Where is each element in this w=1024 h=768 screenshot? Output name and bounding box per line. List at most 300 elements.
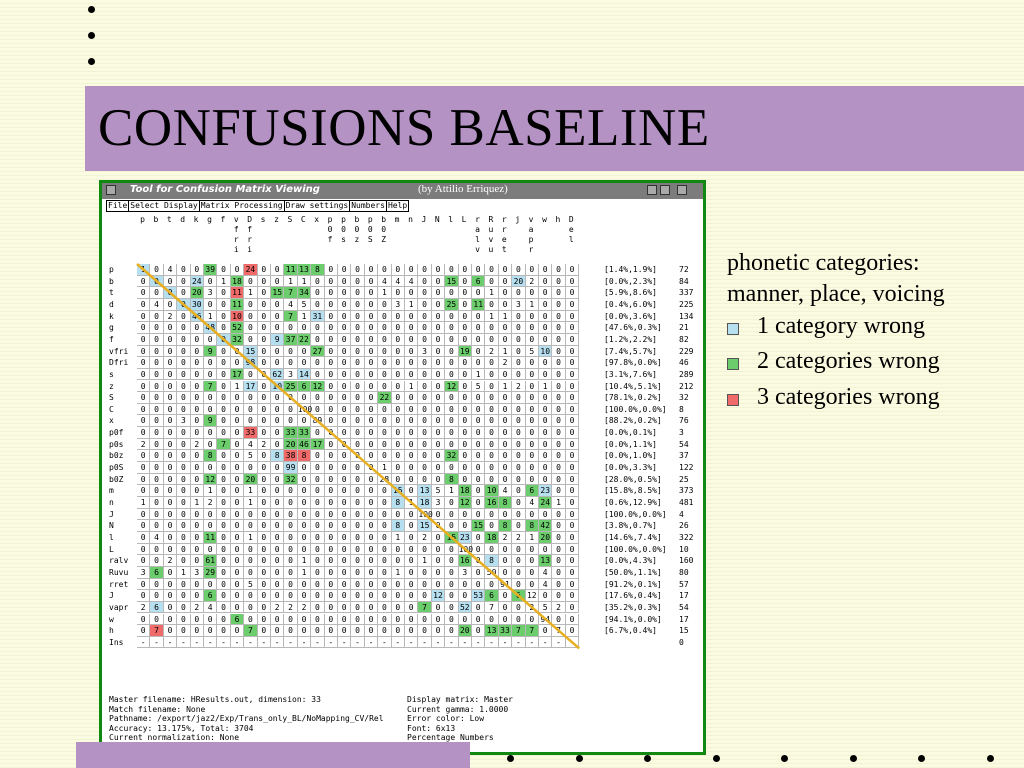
matrix-cell[interactable]: 0: [137, 357, 150, 369]
matrix-cell[interactable]: 0: [150, 346, 163, 358]
matrix-cell[interactable]: 0: [365, 544, 378, 556]
matrix-cell[interactable]: 0: [191, 520, 204, 532]
matrix-cell[interactable]: 0: [365, 450, 378, 462]
matrix-cell[interactable]: 4: [539, 567, 552, 579]
matrix-cell[interactable]: 0: [472, 602, 485, 614]
matrix-cell[interactable]: 0: [445, 590, 458, 602]
matrix-cell[interactable]: 6: [150, 567, 163, 579]
matrix-cell[interactable]: 0: [325, 404, 338, 416]
matrix-cell[interactable]: 7: [284, 311, 297, 323]
matrix-cell[interactable]: 22: [378, 392, 391, 404]
matrix-cell[interactable]: 0: [177, 311, 190, 323]
matrix-cell[interactable]: 0: [566, 381, 579, 393]
matrix-cell[interactable]: 0: [392, 509, 405, 521]
matrix-cell[interactable]: 0: [298, 346, 311, 358]
matrix-cell[interactable]: 0: [217, 532, 230, 544]
matrix-cell[interactable]: 0: [392, 415, 405, 427]
matrix-cell[interactable]: 0: [459, 287, 472, 299]
matrix-cell[interactable]: 0: [566, 311, 579, 323]
matrix-cell[interactable]: 0: [445, 579, 458, 591]
matrix-cell[interactable]: 0: [258, 485, 271, 497]
matrix-cell[interactable]: 0: [351, 625, 364, 637]
matrix-cell[interactable]: 0: [164, 509, 177, 521]
matrix-cell[interactable]: 0: [365, 567, 378, 579]
matrix-cell[interactable]: 0: [258, 614, 271, 626]
matrix-cell[interactable]: 0: [459, 381, 472, 393]
matrix-cell[interactable]: 0: [445, 415, 458, 427]
matrix-cell[interactable]: 0: [325, 555, 338, 567]
matrix-cell[interactable]: 0: [311, 544, 324, 556]
matrix-cell[interactable]: 0: [472, 625, 485, 637]
matrix-cell[interactable]: 0: [338, 357, 351, 369]
matrix-cell[interactable]: 0: [191, 264, 204, 276]
matrix-cell[interactable]: 0: [271, 625, 284, 637]
matrix-cell[interactable]: 0: [512, 392, 525, 404]
matrix-cell[interactable]: 0: [164, 276, 177, 288]
matrix-cell[interactable]: 0: [566, 369, 579, 381]
matrix-cell[interactable]: 0: [217, 264, 230, 276]
matrix-cell[interactable]: 0: [405, 334, 418, 346]
matrix-cell[interactable]: 0: [338, 322, 351, 334]
matrix-cell[interactable]: 1: [499, 381, 512, 393]
matrix-cell[interactable]: 10: [539, 346, 552, 358]
matrix-cell[interactable]: 0: [499, 299, 512, 311]
matrix-cell[interactable]: 0: [271, 276, 284, 288]
matrix-cell[interactable]: 2: [204, 497, 217, 509]
matrix-cell[interactable]: 0: [566, 497, 579, 509]
matrix-cell[interactable]: 0: [378, 381, 391, 393]
matrix-cell[interactable]: 0: [378, 532, 391, 544]
matrix-cell[interactable]: 0: [432, 555, 445, 567]
matrix-cell[interactable]: 0: [231, 625, 244, 637]
matrix-cell[interactable]: 0: [177, 322, 190, 334]
matrix-cell[interactable]: 8: [499, 520, 512, 532]
matrix-cell[interactable]: 0: [244, 299, 257, 311]
matrix-cell[interactable]: 0: [191, 450, 204, 462]
matrix-cell[interactable]: 0: [191, 614, 204, 626]
matrix-cell[interactable]: 0: [311, 625, 324, 637]
matrix-cell[interactable]: 0: [365, 264, 378, 276]
matrix-cell[interactable]: 0: [418, 567, 431, 579]
matrix-cell[interactable]: 0: [405, 555, 418, 567]
matrix-cell[interactable]: 0: [418, 579, 431, 591]
matrix-cell[interactable]: 0: [244, 590, 257, 602]
matrix-cell[interactable]: 0: [552, 509, 565, 521]
matrix-cell[interactable]: 0: [378, 299, 391, 311]
matrix-cell[interactable]: 6: [485, 590, 498, 602]
matrix-cell[interactable]: 0: [485, 357, 498, 369]
matrix-cell[interactable]: 0: [137, 287, 150, 299]
matrix-cell[interactable]: 0: [378, 567, 391, 579]
matrix-cell[interactable]: 0: [552, 369, 565, 381]
matrix-cell[interactable]: 0: [204, 404, 217, 416]
matrix-cell[interactable]: 0: [177, 544, 190, 556]
matrix-cell[interactable]: 0: [512, 555, 525, 567]
matrix-cell[interactable]: 0: [485, 579, 498, 591]
matrix-cell[interactable]: 0: [338, 590, 351, 602]
matrix-cell[interactable]: 2: [258, 439, 271, 451]
matrix-cell[interactable]: 0: [566, 614, 579, 626]
matrix-cell[interactable]: 1: [378, 287, 391, 299]
matrix-cell[interactable]: 0: [137, 532, 150, 544]
matrix-cell[interactable]: 0: [539, 439, 552, 451]
matrix-cell[interactable]: 0: [445, 392, 458, 404]
matrix-cell[interactable]: 32: [231, 334, 244, 346]
matrix-cell[interactable]: 0: [258, 462, 271, 474]
matrix-cell[interactable]: 0: [459, 357, 472, 369]
matrix-cell[interactable]: 0: [405, 614, 418, 626]
matrix-cell[interactable]: 0: [499, 474, 512, 486]
matrix-cell[interactable]: 0: [418, 357, 431, 369]
matrix-cell[interactable]: 0: [526, 392, 539, 404]
matrix-cell[interactable]: 0: [298, 474, 311, 486]
matrix-cell[interactable]: 0: [311, 555, 324, 567]
matrix-cell[interactable]: 0: [405, 625, 418, 637]
matrix-cell[interactable]: 18: [459, 485, 472, 497]
matrix-cell[interactable]: 0: [445, 614, 458, 626]
matrix-cell[interactable]: 0: [311, 614, 324, 626]
matrix-cell[interactable]: 0: [217, 497, 230, 509]
matrix-cell[interactable]: 0: [164, 404, 177, 416]
matrix-cell[interactable]: 0: [137, 544, 150, 556]
matrix-cell[interactable]: 0: [150, 264, 163, 276]
matrix-cell[interactable]: 0: [150, 311, 163, 323]
matrix-cell[interactable]: 0: [311, 299, 324, 311]
matrix-cell[interactable]: 0: [137, 509, 150, 521]
matrix-cell[interactable]: 13: [298, 264, 311, 276]
matrix-cell[interactable]: 12: [432, 590, 445, 602]
matrix-cell[interactable]: 17: [244, 381, 257, 393]
matrix-cell[interactable]: 0: [164, 299, 177, 311]
matrix-cell[interactable]: 0: [418, 264, 431, 276]
matrix-cell[interactable]: 0: [258, 520, 271, 532]
matrix-cell[interactable]: 0: [164, 625, 177, 637]
matrix-cell[interactable]: 0: [365, 520, 378, 532]
matrix-cell[interactable]: 0: [432, 625, 445, 637]
matrix-cell[interactable]: 0: [432, 404, 445, 416]
matrix-cell[interactable]: 0: [204, 509, 217, 521]
matrix-cell[interactable]: 0: [325, 590, 338, 602]
matrix-cell[interactable]: 0: [164, 497, 177, 509]
matrix-cell[interactable]: 0: [392, 450, 405, 462]
matrix-cell[interactable]: 0: [258, 392, 271, 404]
matrix-cell[interactable]: 0: [526, 415, 539, 427]
matrix-cell[interactable]: 2: [164, 311, 177, 323]
matrix-cell[interactable]: 0: [378, 497, 391, 509]
matrix-cell[interactable]: 0: [164, 439, 177, 451]
matrix-cell[interactable]: 0: [231, 555, 244, 567]
matrix-cell[interactable]: 4: [378, 276, 391, 288]
matrix-cell[interactable]: 0: [418, 299, 431, 311]
matrix-cell[interactable]: 12: [459, 497, 472, 509]
matrix-cell[interactable]: 0: [204, 544, 217, 556]
matrix-cell[interactable]: 0: [459, 427, 472, 439]
matrix-cell[interactable]: 0: [378, 555, 391, 567]
matrix-cell[interactable]: 0: [539, 415, 552, 427]
matrix-cell[interactable]: 0: [338, 381, 351, 393]
matrix-cell[interactable]: 0: [432, 567, 445, 579]
matrix-cell[interactable]: 0: [258, 450, 271, 462]
matrix-cell[interactable]: 8: [499, 497, 512, 509]
matrix-cell[interactable]: 0: [418, 474, 431, 486]
matrix-cell[interactable]: 0: [552, 427, 565, 439]
matrix-cell[interactable]: 0: [284, 404, 297, 416]
matrix-cell[interactable]: 0: [137, 415, 150, 427]
matrix-cell[interactable]: 5: [244, 450, 257, 462]
matrix-cell[interactable]: 0: [338, 264, 351, 276]
matrix-cell[interactable]: 0: [566, 485, 579, 497]
matrix-cell[interactable]: 0: [325, 579, 338, 591]
matrix-cell[interactable]: 0: [231, 474, 244, 486]
matrix-cell[interactable]: 0: [191, 532, 204, 544]
matrix-cell[interactable]: 0: [485, 264, 498, 276]
matrix-cell[interactable]: 0: [459, 509, 472, 521]
menu-draw-settings[interactable]: Draw settings: [284, 200, 351, 212]
matrix-cell[interactable]: 0: [485, 276, 498, 288]
matrix-cell[interactable]: 0: [325, 415, 338, 427]
matrix-cell[interactable]: 0: [499, 614, 512, 626]
matrix-cell[interactable]: 0: [231, 415, 244, 427]
matrix-cell[interactable]: 0: [231, 462, 244, 474]
matrix-cell[interactable]: 0: [204, 520, 217, 532]
matrix-cell[interactable]: 20: [244, 474, 257, 486]
matrix-cell[interactable]: 0: [325, 474, 338, 486]
matrix-cell[interactable]: 0: [351, 462, 364, 474]
matrix-cell[interactable]: 46: [298, 439, 311, 451]
matrix-cell[interactable]: 0: [258, 334, 271, 346]
matrix-cell[interactable]: 0: [338, 311, 351, 323]
matrix-cell[interactable]: 0: [392, 311, 405, 323]
matrix-cell[interactable]: -: [351, 637, 364, 649]
matrix-cell[interactable]: 0: [552, 334, 565, 346]
matrix-cell[interactable]: 0: [177, 625, 190, 637]
matrix-cell[interactable]: -: [338, 637, 351, 649]
matrix-cell[interactable]: 0: [378, 415, 391, 427]
matrix-cell[interactable]: 2: [191, 439, 204, 451]
matrix-cell[interactable]: 0: [164, 520, 177, 532]
matrix-cell[interactable]: 0: [217, 415, 230, 427]
matrix-cell[interactable]: 0: [258, 602, 271, 614]
matrix-cell[interactable]: 0: [258, 311, 271, 323]
matrix-cell[interactable]: 0: [472, 357, 485, 369]
matrix-cell[interactable]: 3: [284, 369, 297, 381]
matrix-cell[interactable]: 0: [459, 450, 472, 462]
matrix-cell[interactable]: 13: [418, 485, 431, 497]
matrix-cell[interactable]: 0: [566, 474, 579, 486]
matrix-cell[interactable]: -: [378, 637, 391, 649]
matrix-cell[interactable]: 0: [325, 509, 338, 521]
matrix-cell[interactable]: 0: [298, 590, 311, 602]
matrix-cell[interactable]: 0: [512, 427, 525, 439]
matrix-cell[interactable]: 0: [298, 614, 311, 626]
matrix-cell[interactable]: 0: [499, 415, 512, 427]
matrix-cell[interactable]: 1: [298, 567, 311, 579]
matrix-cell[interactable]: 0: [405, 264, 418, 276]
matrix-cell[interactable]: 0: [512, 287, 525, 299]
matrix-cell[interactable]: 0: [177, 264, 190, 276]
matrix-cell[interactable]: 0: [351, 485, 364, 497]
matrix-cell[interactable]: 0: [311, 520, 324, 532]
matrix-cell[interactable]: 8: [485, 555, 498, 567]
matrix-cell[interactable]: 8: [445, 474, 458, 486]
matrix-cell[interactable]: 0: [244, 602, 257, 614]
matrix-cell[interactable]: 0: [231, 450, 244, 462]
matrix-cell[interactable]: 1: [405, 381, 418, 393]
matrix-cell[interactable]: 0: [164, 392, 177, 404]
matrix-cell[interactable]: 1: [244, 497, 257, 509]
matrix-cell[interactable]: 0: [338, 346, 351, 358]
matrix-cell[interactable]: 0: [338, 427, 351, 439]
matrix-cell[interactable]: 0: [217, 404, 230, 416]
matrix-cell[interactable]: 0: [150, 439, 163, 451]
matrix-cell[interactable]: 62: [271, 369, 284, 381]
matrix-cell[interactable]: 0: [164, 614, 177, 626]
matrix-cell[interactable]: 0: [392, 392, 405, 404]
matrix-cell[interactable]: 0: [284, 590, 297, 602]
window-menu-button[interactable]: [106, 185, 116, 195]
matrix-cell[interactable]: 0: [351, 311, 364, 323]
matrix-cell[interactable]: -: [150, 637, 163, 649]
matrix-cell[interactable]: 24: [539, 497, 552, 509]
matrix-cell[interactable]: 8: [204, 450, 217, 462]
matrix-cell[interactable]: 0: [164, 369, 177, 381]
matrix-cell[interactable]: 0: [351, 544, 364, 556]
matrix-cell[interactable]: 24: [191, 276, 204, 288]
matrix-cell[interactable]: 0: [311, 497, 324, 509]
matrix-cell[interactable]: 3: [418, 346, 431, 358]
matrix-cell[interactable]: 0: [566, 415, 579, 427]
matrix-cell[interactable]: 0: [378, 544, 391, 556]
matrix-cell[interactable]: 0: [539, 474, 552, 486]
matrix-cell[interactable]: 15: [244, 346, 257, 358]
matrix-cell[interactable]: 3: [432, 497, 445, 509]
matrix-cell[interactable]: 0: [137, 427, 150, 439]
matrix-cell[interactable]: 0: [405, 509, 418, 521]
matrix-cell[interactable]: 0: [499, 567, 512, 579]
matrix-cell[interactable]: 0: [539, 544, 552, 556]
matrix-cell[interactable]: 0: [351, 579, 364, 591]
matrix-cell[interactable]: 1: [392, 532, 405, 544]
matrix-cell[interactable]: 0: [231, 509, 244, 521]
matrix-cell[interactable]: 0: [392, 369, 405, 381]
matrix-cell[interactable]: 0: [526, 544, 539, 556]
matrix-cell[interactable]: 0: [566, 427, 579, 439]
matrix-cell[interactable]: 0: [217, 625, 230, 637]
matrix-cell[interactable]: 0: [150, 357, 163, 369]
matrix-cell[interactable]: 0: [485, 369, 498, 381]
matrix-cell[interactable]: 0: [231, 579, 244, 591]
matrix-cell[interactable]: 0: [392, 474, 405, 486]
matrix-cell[interactable]: 1: [526, 532, 539, 544]
matrix-cell[interactable]: 0: [445, 462, 458, 474]
matrix-cell[interactable]: 0: [258, 404, 271, 416]
matrix-cell[interactable]: 0: [459, 415, 472, 427]
matrix-cell[interactable]: 2: [137, 602, 150, 614]
matrix-cell[interactable]: 15: [271, 287, 284, 299]
matrix-cell[interactable]: 0: [217, 579, 230, 591]
matrix-cell[interactable]: 0: [405, 567, 418, 579]
matrix-cell[interactable]: 2: [526, 276, 539, 288]
matrix-cell[interactable]: 0: [284, 485, 297, 497]
matrix-cell[interactable]: 0: [164, 381, 177, 393]
matrix-cell[interactable]: 0: [177, 485, 190, 497]
matrix-cell[interactable]: 0: [552, 474, 565, 486]
matrix-cell[interactable]: 0: [338, 579, 351, 591]
matrix-cell[interactable]: 0: [512, 264, 525, 276]
matrix-cell[interactable]: 0: [204, 439, 217, 451]
matrix-cell[interactable]: 0: [405, 439, 418, 451]
matrix-cell[interactable]: 0: [244, 276, 257, 288]
matrix-cell[interactable]: 0: [472, 450, 485, 462]
matrix-cell[interactable]: 0: [512, 462, 525, 474]
matrix-cell[interactable]: 5: [526, 346, 539, 358]
matrix-cell[interactable]: 0: [566, 276, 579, 288]
matrix-cell[interactable]: 16: [459, 555, 472, 567]
matrix-cell[interactable]: 6: [231, 614, 244, 626]
matrix-cell[interactable]: 0: [512, 614, 525, 626]
matrix-cell[interactable]: 0: [378, 346, 391, 358]
matrix-cell[interactable]: 0: [472, 439, 485, 451]
matrix-cell[interactable]: 0: [284, 579, 297, 591]
matrix-cell[interactable]: 0: [432, 474, 445, 486]
matrix-cell[interactable]: 0: [137, 392, 150, 404]
matrix-cell[interactable]: 0: [177, 614, 190, 626]
matrix-cell[interactable]: 0: [298, 415, 311, 427]
matrix-cell[interactable]: -: [459, 637, 472, 649]
matrix-cell[interactable]: 0: [217, 346, 230, 358]
matrix-cell[interactable]: 0: [191, 415, 204, 427]
matrix-cell[interactable]: 6: [526, 485, 539, 497]
matrix-cell[interactable]: 0: [365, 474, 378, 486]
matrix-cell[interactable]: 0: [445, 602, 458, 614]
matrix-cell[interactable]: 13: [539, 555, 552, 567]
matrix-cell[interactable]: 0: [526, 474, 539, 486]
matrix-cell[interactable]: 0: [137, 474, 150, 486]
matrix-cell[interactable]: 0: [445, 509, 458, 521]
matrix-cell[interactable]: 0: [150, 555, 163, 567]
matrix-cell[interactable]: 0: [432, 509, 445, 521]
matrix-cell[interactable]: 0: [351, 392, 364, 404]
matrix-cell[interactable]: 2: [271, 602, 284, 614]
matrix-cell[interactable]: 0: [351, 404, 364, 416]
matrix-cell[interactable]: 0: [566, 579, 579, 591]
matrix-cell[interactable]: 0: [445, 311, 458, 323]
matrix-cell[interactable]: 0: [392, 357, 405, 369]
matrix-cell[interactable]: 0: [405, 590, 418, 602]
matrix-cell[interactable]: 32: [284, 474, 297, 486]
matrix-cell[interactable]: 0: [325, 439, 338, 451]
matrix-cell[interactable]: 0: [137, 334, 150, 346]
matrix-cell[interactable]: 0: [338, 287, 351, 299]
matrix-cell[interactable]: 1: [298, 276, 311, 288]
matrix-cell[interactable]: 0: [552, 544, 565, 556]
matrix-cell[interactable]: 0: [217, 322, 230, 334]
matrix-cell[interactable]: 0: [432, 532, 445, 544]
matrix-cell[interactable]: 0: [539, 509, 552, 521]
matrix-cell[interactable]: 7: [512, 625, 525, 637]
matrix-cell[interactable]: 0: [526, 287, 539, 299]
matrix-cell[interactable]: 0: [365, 299, 378, 311]
matrix-cell[interactable]: 0: [418, 544, 431, 556]
matrix-cell[interactable]: 0: [137, 346, 150, 358]
matrix-cell[interactable]: 0: [405, 369, 418, 381]
matrix-cell[interactable]: 0: [566, 590, 579, 602]
matrix-cell[interactable]: 0: [325, 614, 338, 626]
matrix-cell[interactable]: 0: [164, 474, 177, 486]
matrix-cell[interactable]: 0: [217, 427, 230, 439]
matrix-cell[interactable]: 0: [298, 544, 311, 556]
matrix-cell[interactable]: -: [418, 637, 431, 649]
